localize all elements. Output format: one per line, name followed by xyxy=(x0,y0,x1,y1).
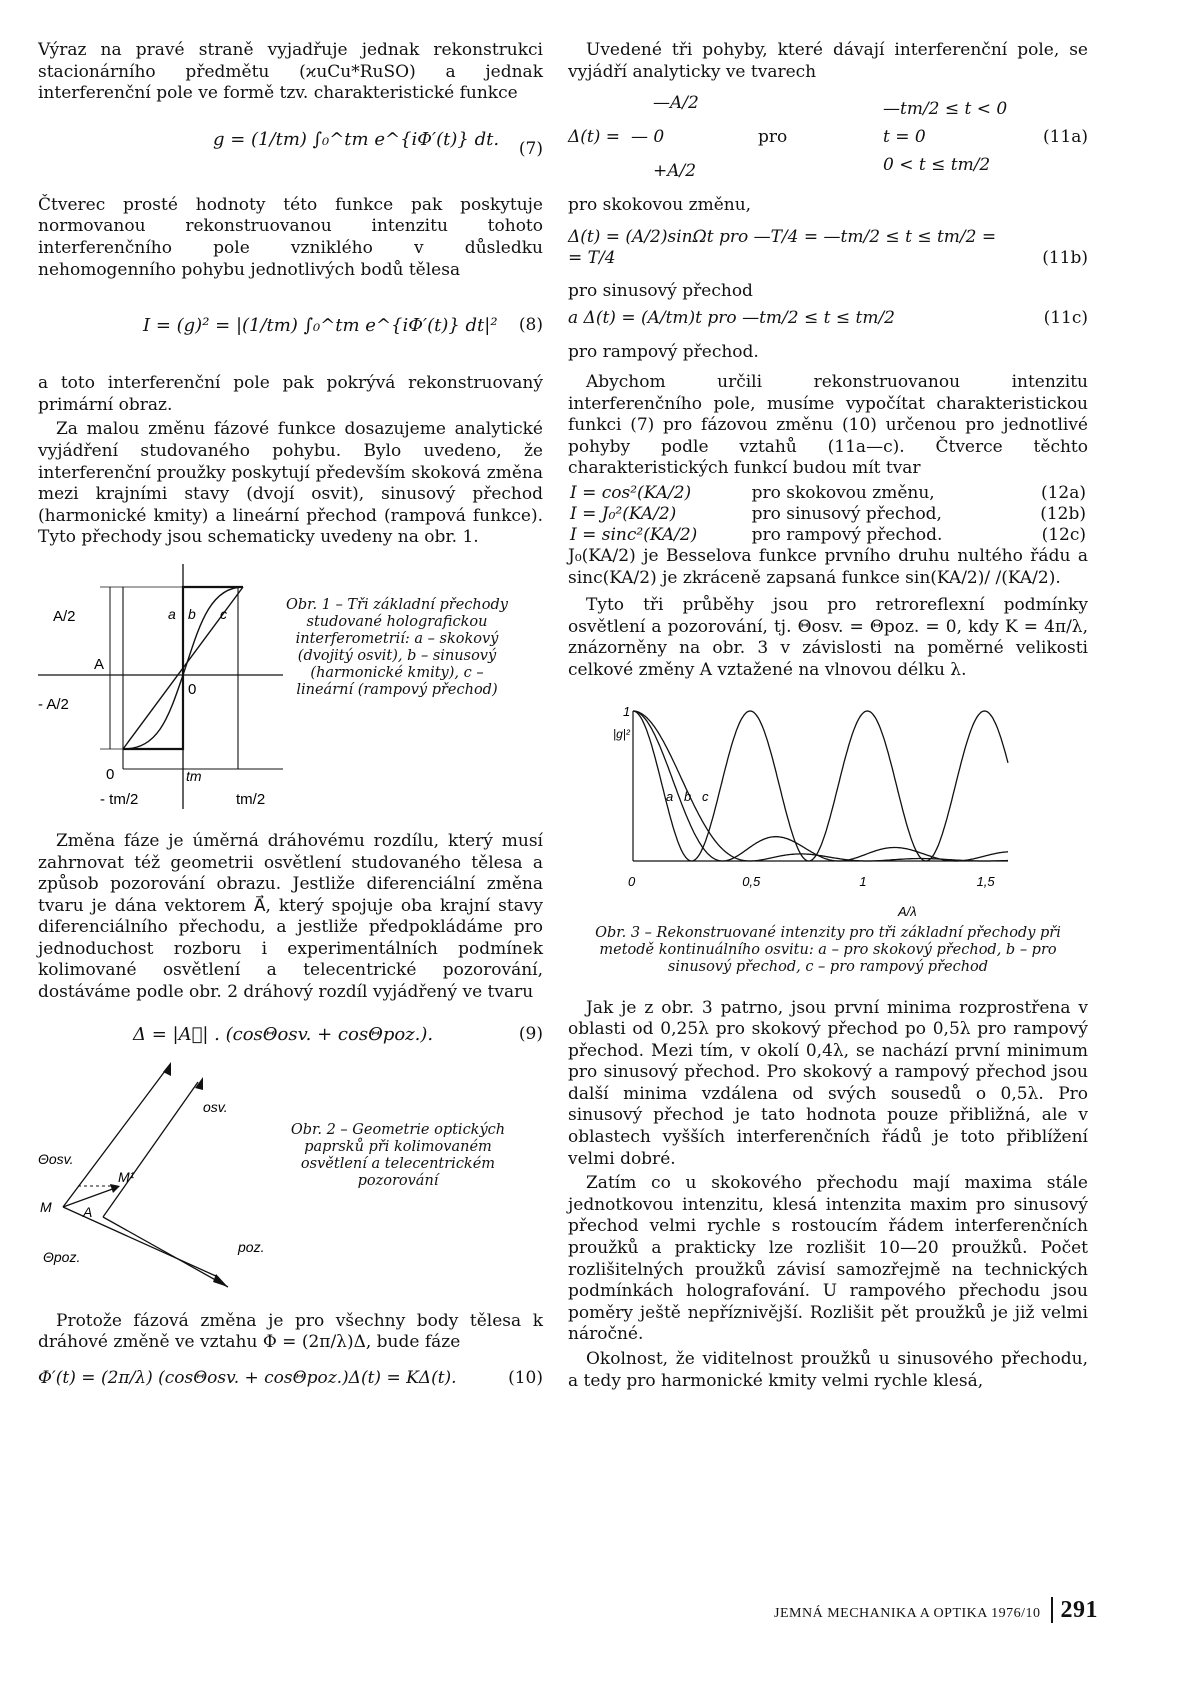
equation-row xyxy=(568,525,1088,546)
eq-lhs: I = J₀²(KA/2) xyxy=(570,503,677,524)
series-line-c xyxy=(633,711,1008,861)
paragraph: Abychom určili rekonstruovanou intenzitu interferenčního pole, musíme vypočítat charakteristickou funkci (7) pro fázovou změnu (10) určenou pro jednotlivé pohyby podle vztahů (11a—c). Čtverce těchto charakteristických funkcí budou mít tvar xyxy=(568,371,1088,479)
y-axis-label: |g|² xyxy=(613,726,630,741)
label-theta-osv: Θosv. xyxy=(38,1150,74,1167)
paragraph: Zatím co u skokového přechodu mají maxima stále jednotkovou intenzitu, klesá intenzita maxim pro sinusový přechod velmi rychle s rostoucím řádem interferenčních proužků a prakticky lze rozlišit 10—20 proužků. Počet rozlišitelných proužků závisí samozřejmě na technických podmínkách holografování. U rampového přechodu jsou poměry ještě nepříznivější. Rozlišit pět proužků je již velmi náročné. xyxy=(568,1173,1088,1345)
equation-12-table xyxy=(568,483,1088,546)
series-label-b: b xyxy=(684,788,692,804)
equation-11b xyxy=(568,227,1088,273)
label-plus-tm2: tm/2 xyxy=(236,790,266,808)
equation-text: a Δ(t) = (A/tm)t pro —tm/2 ≤ t ≤ tm/2 xyxy=(568,308,895,329)
label-A-vector: A xyxy=(83,1203,93,1220)
equation-number: (11a) xyxy=(1042,127,1088,148)
label-origin: 0 xyxy=(188,680,197,698)
label-zero: 0 xyxy=(106,765,115,783)
eq11a-cond-1: —tm/2 ≤ t < 0 xyxy=(883,99,1008,120)
eq11a-value-3: +A/2 xyxy=(653,161,697,182)
figure-3-caption: Obr. 3 – Rekonstruované intenzity pro tři základní přechody při metodě kontinuálního osvitu: a – pro skokový přechod, b – pro sinusový přechod, c – pro rampový přechod xyxy=(595,924,1061,975)
eq11a-pro: pro xyxy=(758,127,788,148)
paragraph: pro skokovou změnu, xyxy=(568,195,752,216)
equation-text-cont: = T/4 xyxy=(568,248,616,269)
eq11a-lhs: Δ(t) = xyxy=(568,127,621,148)
equation-number: (12b) xyxy=(1040,503,1086,524)
equation-text: g = (1/tm) ∫₀^tm e^{iΦ′(t)} dt. xyxy=(213,128,500,150)
x-tick-label: 1 xyxy=(859,873,867,889)
equation-text: Δ(t) = (A/2)sinΩt pro —T/4 = —tm/2 ≤ t ≤ tm/2 = xyxy=(568,226,997,247)
equation-text: I = (g)² = |(1/tm) ∫₀^tm e^{iΦ′(t)} dt|² xyxy=(143,315,498,337)
paragraph: Čtverec prosté hodnoty této funkce pak poskytuje normovanou rekonstruovanou intenzitu tohoto interferenčního pole vzniklého v důsledku nehomogenního pohybu jednotlivých bodů tělesa xyxy=(38,194,543,280)
label-M1: M¹ xyxy=(118,1168,135,1185)
equation-number: (7) xyxy=(518,138,543,159)
label-minus-A2: - A/2 xyxy=(38,695,69,713)
journal-name: JEMNÁ MECHANIKA A OPTIKA 1976/10 xyxy=(774,1606,1041,1621)
label-theta-poz: Θpoz. xyxy=(43,1248,81,1265)
figure-1 xyxy=(38,559,543,819)
paragraph: Výraz na pravé straně vyjadřuje jednak rekonstrukci stacionárního předmětu (ϰuCu*RuSO) a jednak interferenční pole ve formě tzv. charakteristické funkce xyxy=(38,40,543,104)
x-tick-label: 0,5 xyxy=(742,873,761,889)
label-plus-A2: A/2 xyxy=(53,607,76,625)
eq-text: pro rampový přechod. xyxy=(751,524,943,545)
label-M: M xyxy=(40,1198,52,1215)
x-tick-0: 0 xyxy=(628,873,636,889)
series-line-b xyxy=(633,711,1008,861)
series-label-a: a xyxy=(666,788,674,804)
equation-10 xyxy=(38,1360,543,1396)
equation-row xyxy=(568,483,1088,504)
figure-2-caption: Obr. 2 – Geometrie optických paprsků při kolimovaném osvětlení a telecentrickém pozorování xyxy=(290,1121,506,1189)
paragraph: Protože fázová změna je pro všechny body tělesa k dráhové změně ve vztahu Φ = (2π/λ)Δ, bude fáze xyxy=(38,1310,543,1353)
equation-8 xyxy=(38,287,543,367)
eq-lhs: I = sinc²(KA/2) xyxy=(570,524,698,545)
series-label-c: c xyxy=(702,788,709,804)
equation-11a xyxy=(568,89,1088,189)
label-minus-tm2: - tm/2 xyxy=(100,790,139,808)
equation-7 xyxy=(38,111,543,189)
paragraph: Okolnost, že viditelnost proužků u sinusového přechodu, a tedy pro harmonické kmity velmi rychle klesá, xyxy=(568,1349,1088,1391)
x-axis-label: A/λ xyxy=(898,903,917,919)
series-line-a xyxy=(633,711,1008,861)
eq-lhs: I = cos²(KA/2) xyxy=(570,482,692,503)
paragraph: J₀(KA/2) je Besselova funkce prvního druhu nultého řádu a sinc(KA/2) je zkráceně zapsaná funkce sin(KA/2)/ /(KA/2). xyxy=(568,545,1088,588)
page-footer xyxy=(774,1597,1098,1624)
eq11a-cond-2: t = 0 xyxy=(883,127,926,148)
equation-number: (9) xyxy=(518,1023,543,1044)
label-a: a xyxy=(168,605,176,622)
equation-number: (11c) xyxy=(1043,308,1088,329)
figure-1-caption: Obr. 1 – Tři základní přechody studované holografickou interferometrií: a – skokový (dvojitý osvit), b – sinusový (harmonické kmity), c – lineární (rampový přechod) xyxy=(286,596,508,698)
figure-3 xyxy=(568,696,1088,921)
paragraph: Jak je z obr. 3 patrno, jsou první minima rozprostřena v oblasti od 0,25λ pro skokový přechod po 0,5λ pro rampový přechod. Mezi tím, v okolí 0,4λ, se nachází první minimum pro sinusový přechod. Pro skokový a rampový přechod jsou další minima vzdálena od svých sousedů o 0,5λ. Pro sinusový přechod je tato hodnota pouze přibližná, ale v oblastech vyšších interferenčních řádů je toto přiblížení velmi dobré. xyxy=(568,997,1088,1169)
left-column xyxy=(38,40,543,1402)
x-tick-label: 1,5 xyxy=(976,873,995,889)
label-osv: osv. xyxy=(203,1098,228,1115)
equation-number: (11b) xyxy=(1042,247,1088,268)
label-b: b xyxy=(188,605,196,622)
equation-text: Δ = |A⃗| . (cosΘosv. + cosΘpoz.). xyxy=(133,1023,434,1045)
eq11a-value-2: — 0 xyxy=(631,127,665,148)
paragraph: pro sinusový přechod xyxy=(568,280,753,301)
eq-text: pro sinusový přechod, xyxy=(751,503,942,524)
equation-number: (12a) xyxy=(1040,482,1086,503)
equation-number: (12c) xyxy=(1041,524,1086,545)
label-c: c xyxy=(220,605,227,622)
equation-number: (8) xyxy=(518,315,543,336)
page-number: 291 xyxy=(1051,1597,1099,1623)
label-tm: tm xyxy=(186,767,202,784)
figure-2 xyxy=(38,1062,543,1307)
right-column xyxy=(568,40,1088,1395)
eq-text: pro skokovou změnu, xyxy=(751,482,935,503)
equation-row xyxy=(568,504,1088,525)
paragraph: a toto interferenční pole pak pokrývá rekonstruovaný primární obraz. xyxy=(38,373,543,415)
equation-number: (10) xyxy=(508,1367,543,1388)
paragraph: Uvedené tři pohyby, které dávají interferenční pole, se vyjádří analyticky ve tvarech xyxy=(568,40,1088,82)
paragraph: Tyto tři průběhy jsou pro retroreflexní podmínky osvětlení a pozorování, tj. Θosv. = Θpoz. = 0, kdy K = 4π/λ, znázorněny na obr. 3 v závislosti na poměrné velikosti celkové změny A vztažené na vlnovou délku λ. xyxy=(568,595,1088,680)
equation-9 xyxy=(38,1010,543,1056)
eq11a-cond-3: 0 < t ≤ tm/2 xyxy=(883,155,991,176)
paragraph: Za malou změnu fázové funkce dosazujeme analytické vyjádření studovaného pohybu. Bylo uvedeno, že interferenční proužky poskytují především skoková změna mezi krajními stavy (dvojí osvit), sinusový přechod (harmonické kmity) a lineární přechod (rampová funkce). Tyto přechody jsou schematicky uvedeny na obr. 1. xyxy=(38,419,543,548)
paragraph: Změna fáze je úměrná dráhovému rozdílu, který musí zahrnovat též geometrii osvětlení studovaného tělesa a způsob pozorování obrazu. Jestliže diferenciální změna tvaru je dána vektorem A⃗, který spojuje oba krajní stavy diferenciálního přechodu, a jestliže předpokládáme pro jednoduchost rozboru i experimentálních podmínek kolimované osvětlení a telecentrické pozorování, dostáváme podle obr. 2 dráhový rozdíl vyjádřený ve tvaru xyxy=(38,830,543,1003)
figure-3-chart xyxy=(568,696,1088,921)
paragraph: pro rampový přechod. xyxy=(568,342,759,363)
label-A: A xyxy=(94,655,105,673)
y-tick-1: 1 xyxy=(623,703,631,719)
equation-11c xyxy=(568,308,1088,336)
equation-text: Φ′(t) = (2π/λ) (cosΘosv. + cosΘpoz.)Δ(t) = KΔ(t). xyxy=(38,1367,457,1388)
eq11a-value-1: —A/2 xyxy=(653,93,699,114)
label-poz: poz. xyxy=(238,1238,265,1255)
